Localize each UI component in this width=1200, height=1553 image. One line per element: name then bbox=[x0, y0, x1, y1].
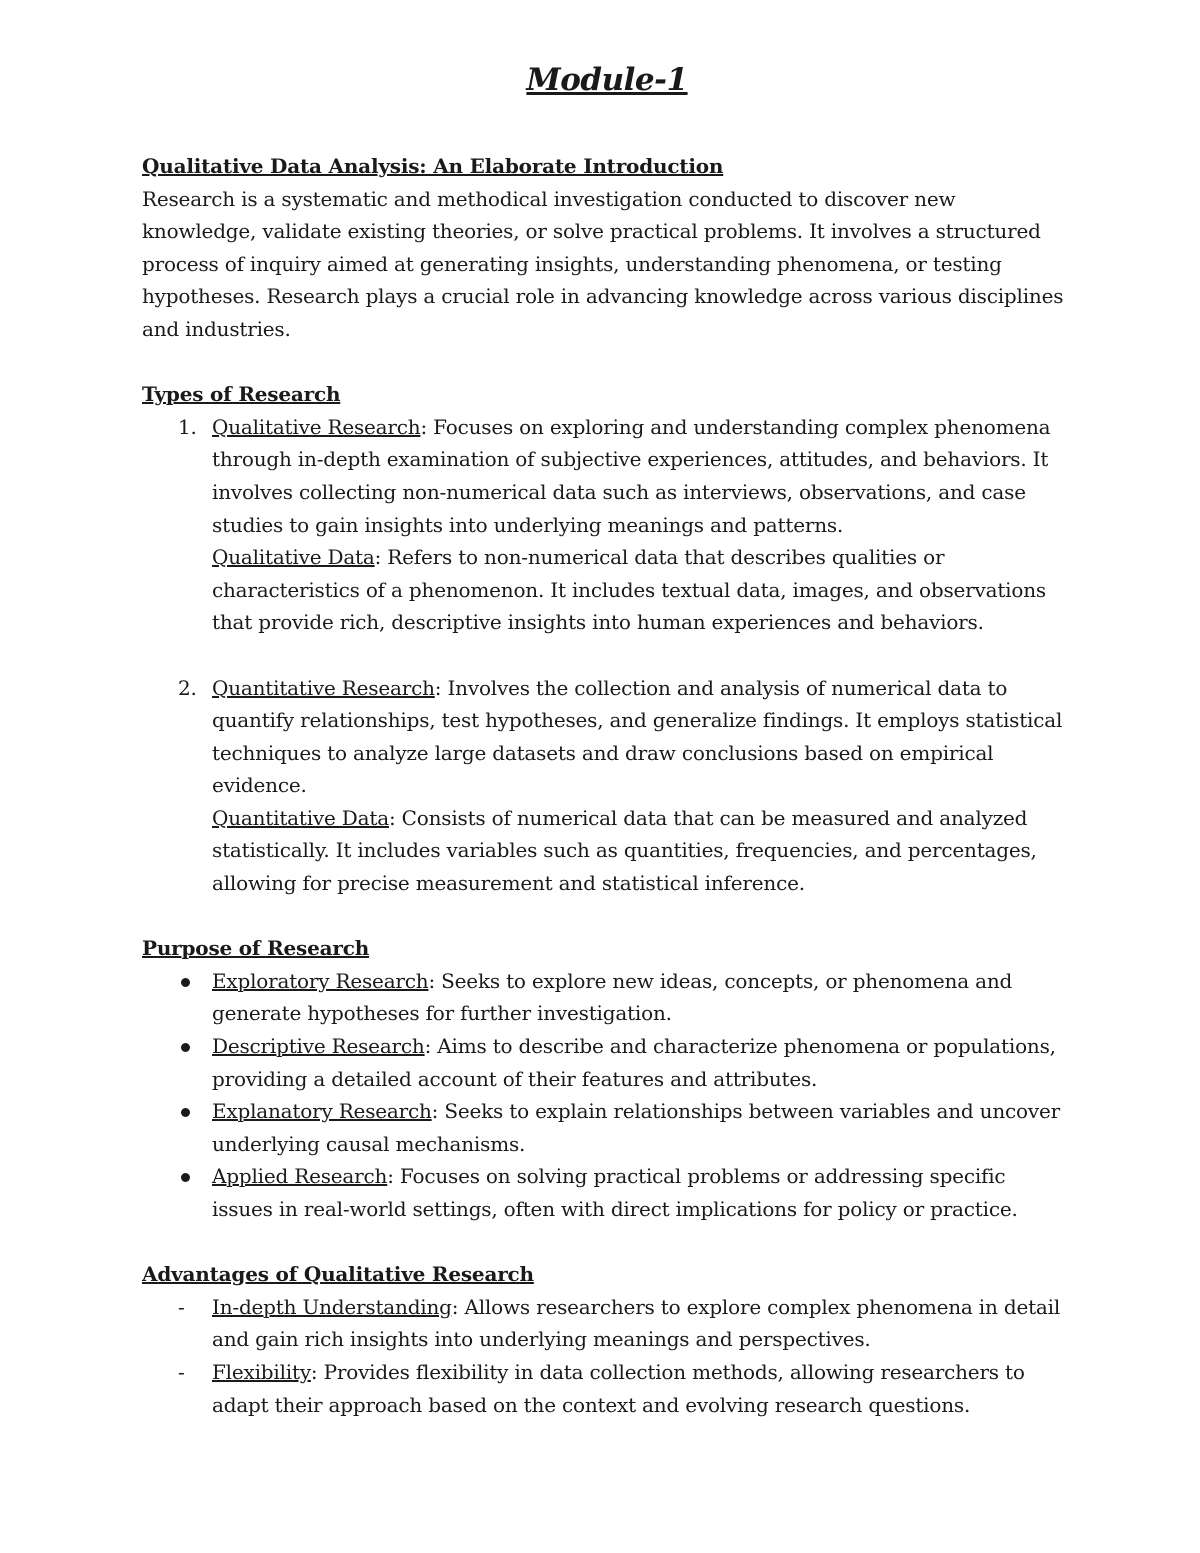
spacer bbox=[142, 346, 1072, 379]
term-label: Explanatory Research bbox=[212, 1099, 432, 1124]
bullet-icon bbox=[181, 978, 190, 987]
term-label: Descriptive Research bbox=[212, 1034, 425, 1059]
list-item bbox=[142, 1160, 1072, 1225]
purpose-list bbox=[142, 965, 1072, 1226]
bullet-icon bbox=[181, 1043, 190, 1052]
dash-marker: - bbox=[178, 1359, 185, 1384]
term-label: Flexibility bbox=[212, 1359, 311, 1384]
list-item bbox=[142, 411, 1072, 639]
types-heading: Types of Research bbox=[142, 382, 341, 407]
term-label: In-depth Understanding bbox=[212, 1294, 452, 1319]
types-list bbox=[142, 411, 1072, 900]
spacer bbox=[142, 900, 1072, 933]
list-item bbox=[142, 1030, 1072, 1095]
term-description: : Aims to describe and characterize phenomena or populations, providing a detailed account of their features and attributes. bbox=[212, 1034, 1056, 1091]
bullet-icon bbox=[181, 1173, 190, 1182]
intro-paragraph: Research is a systematic and methodical investigation conducted to discover new knowledge, validate existing theories, or solve practical problems. It involves a structured process of inquiry aimed at generating insights, understanding phenomena, or testing hypotheses. Research plays a crucial role in advancing knowledge across various disciplines and industries. bbox=[142, 186, 1064, 341]
term-description: : Focuses on exploring and understanding complex phenomena through in-depth examination of subjective experiences, attitudes, and behaviors. It involves collecting non-numerical data such as interviews, observations, and case studies to gain insights into underlying meanings and patterns. bbox=[212, 414, 1051, 537]
document-page bbox=[142, 55, 1072, 1421]
term-description: : Seeks to explain relationships between variables and uncover underlying causal mechanisms. bbox=[212, 1099, 1060, 1156]
term-description: : Focuses on solving practical problems or addressing specific issues in real-world settings, often with direct implications for policy or practice. bbox=[212, 1164, 1018, 1221]
list-number: 2. bbox=[178, 675, 197, 700]
advantages-heading: Advantages of Qualitative Research bbox=[142, 1262, 534, 1287]
term-description: : Allows researchers to explore complex phenomena in detail and gain rich insights into underlying meanings and perspectives. bbox=[212, 1294, 1061, 1352]
sub-term-description: : Consists of numerical data that can be measured and analyzed statistically. It includes variables such as quantities, frequencies, and percentages, allowing for precise measurement and statistical inference. bbox=[212, 805, 1037, 896]
spacer bbox=[142, 639, 1072, 672]
page-title: Module-1 bbox=[526, 62, 688, 98]
term-label: Applied Research bbox=[212, 1164, 388, 1189]
list-item bbox=[142, 672, 1072, 900]
list-number: 1. bbox=[178, 414, 197, 439]
term-description: : Seeks to explore new ideas, concepts, or phenomena and generate hypotheses for further investigation. bbox=[212, 968, 1013, 1026]
list-item bbox=[142, 1356, 1072, 1421]
term-label: Qualitative Research bbox=[212, 414, 421, 439]
dash-marker: - bbox=[178, 1294, 185, 1319]
advantages-list bbox=[142, 1291, 1072, 1421]
bullet-icon bbox=[181, 1108, 190, 1117]
sub-term-label: Qualitative Data bbox=[212, 545, 375, 570]
spacer bbox=[142, 1226, 1072, 1259]
list-item bbox=[142, 1291, 1072, 1356]
intro-heading: Qualitative Data Analysis: An Elaborate Introduction bbox=[142, 154, 724, 178]
sub-term-description: : Refers to non-numerical data that describes qualities or characteristics of a phenomenon. It includes textual data, images, and observations that provide rich, descriptive insights into human experiences and behaviors. bbox=[212, 545, 1046, 635]
purpose-heading: Purpose of Research bbox=[142, 936, 370, 961]
sub-term-label: Quantitative Data bbox=[212, 805, 389, 830]
term-description: : Provides flexibility in data collection methods, allowing researchers to adapt their approach based on the context and evolving research questions. bbox=[212, 1359, 1025, 1417]
term-label: Quantitative Research bbox=[212, 675, 435, 700]
list-item bbox=[142, 1095, 1072, 1160]
term-description: : Involves the collection and analysis of numerical data to quantify relationships, test hypotheses, and generalize findings. It employs statistical techniques to analyze large datasets and draw conclusions based on empirical evidence. bbox=[212, 675, 1063, 798]
term-label: Exploratory Research bbox=[212, 968, 429, 993]
list-item bbox=[142, 965, 1072, 1030]
